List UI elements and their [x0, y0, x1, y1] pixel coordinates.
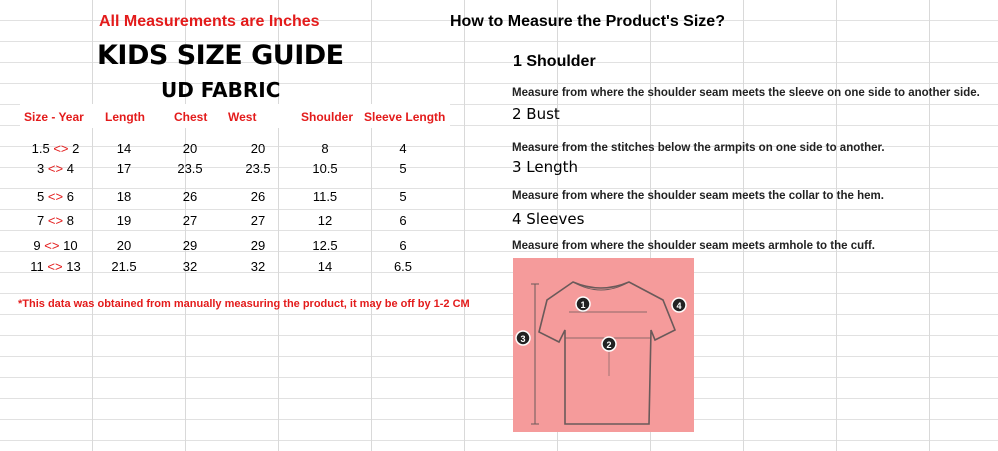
west-cell: 23.5: [245, 161, 271, 176]
size-to: 6: [66, 189, 74, 204]
guide-title: KIDS SIZE GUIDE: [97, 40, 344, 71]
chest-cell: 26: [182, 189, 198, 204]
size-range-separator: <>: [44, 238, 60, 253]
length-cell: 20: [116, 238, 132, 253]
length-cell: 17: [116, 161, 132, 176]
svg-text:2: 2: [606, 340, 612, 350]
col-header-length: Length: [105, 110, 145, 124]
size-to: 8: [66, 213, 74, 228]
step-desc-shoulder: Measure from where the shoulder seam meets the sleeve on one side to another side.: [512, 87, 980, 99]
shoulder-cell: 12: [317, 213, 333, 228]
svg-text:3: 3: [520, 334, 526, 344]
length-cell: 18: [116, 189, 132, 204]
length-cell: 21.5: [111, 259, 137, 274]
size-to: 10: [63, 238, 78, 253]
step-label-bust: 2 Bust: [512, 105, 560, 123]
chest-cell: 32: [182, 259, 198, 274]
sleeve-cell: 5: [399, 161, 407, 176]
size-year-cell: [18, 238, 93, 253]
marker-4-icon: [672, 298, 686, 312]
sleeve-cell: 4: [399, 141, 407, 156]
sleeve-cell: 5: [399, 189, 407, 204]
step-desc-bust: Measure from the stitches below the armpits on one side to another.: [512, 142, 885, 154]
length-cell: 14: [116, 141, 132, 156]
marker-3-icon: [516, 331, 530, 345]
sleeve-cell: 6.5: [393, 259, 413, 274]
shoulder-cell: 11.5: [312, 189, 338, 204]
step-label-shoulder: 1 Shoulder: [513, 53, 596, 70]
step-label-sleeves: 4 Sleeves: [512, 210, 585, 228]
chest-cell: 27: [182, 213, 198, 228]
svg-text:1: 1: [580, 300, 586, 310]
col-header-shoulder: Shoulder: [301, 110, 354, 124]
size-year-cell: [18, 259, 93, 274]
sleeve-cell: 6: [399, 213, 407, 228]
size-from: 1.5: [31, 141, 50, 156]
chest-cell: 23.5: [177, 161, 203, 176]
size-to: 13: [66, 259, 81, 274]
size-year-cell: [18, 213, 93, 228]
size-year-cell: [18, 161, 93, 176]
size-from: 3: [37, 161, 45, 176]
marker-1-icon: [576, 297, 590, 311]
chest-cell: 20: [182, 141, 198, 156]
size-range-separator: <>: [47, 213, 64, 228]
size-year-cell: [18, 141, 93, 156]
col-header-sleeve-length: Sleeve Length: [364, 110, 446, 124]
length-cell: 19: [116, 213, 132, 228]
size-year-cell: [18, 189, 93, 204]
shoulder-cell: 12.5: [312, 238, 338, 253]
west-cell: 27: [250, 213, 266, 228]
tshirt-icon: [513, 258, 694, 432]
size-range-separator: <>: [47, 259, 63, 274]
west-cell: 32: [250, 259, 266, 274]
marker-2-icon: [602, 337, 616, 351]
size-from: 9: [33, 238, 41, 253]
west-cell: 29: [250, 238, 266, 253]
col-header-size: Size - Year: [24, 110, 84, 124]
shoulder-cell: 10.5: [312, 161, 338, 176]
col-header-west: West: [228, 110, 257, 124]
west-cell: 26: [250, 189, 266, 204]
size-from: 7: [37, 213, 45, 228]
tshirt-diagram: [513, 258, 694, 432]
west-cell: 20: [250, 141, 266, 156]
measurement-unit-note: All Measurements are Inches: [99, 13, 320, 30]
col-header-chest: Chest: [174, 110, 208, 124]
svg-text:4: 4: [676, 301, 682, 311]
how-to-measure-title: How to Measure the Product's Size?: [450, 13, 725, 30]
fabric-label: UD FABRIC: [161, 78, 281, 102]
size-to: 2: [72, 141, 80, 156]
size-to: 4: [66, 161, 74, 176]
step-label-length: 3 Length: [512, 158, 579, 176]
size-from: 5: [37, 189, 45, 204]
shoulder-cell: 8: [321, 141, 329, 156]
disclaimer-note: *This data was obtained from manually measuring the product, it may be off by 1-2 CM: [18, 298, 470, 310]
size-from: 11: [30, 259, 44, 274]
size-range-separator: <>: [47, 161, 64, 176]
step-desc-length: Measure from where the shoulder seam meets the collar to the hem.: [512, 190, 884, 202]
step-desc-sleeves: Measure from where the shoulder seam meets armhole to the cuff.: [512, 240, 875, 252]
size-range-separator: <>: [53, 141, 69, 156]
size-range-separator: <>: [47, 189, 64, 204]
chest-cell: 29: [182, 238, 198, 253]
sleeve-cell: 6: [399, 238, 407, 253]
shoulder-cell: 14: [317, 259, 333, 274]
